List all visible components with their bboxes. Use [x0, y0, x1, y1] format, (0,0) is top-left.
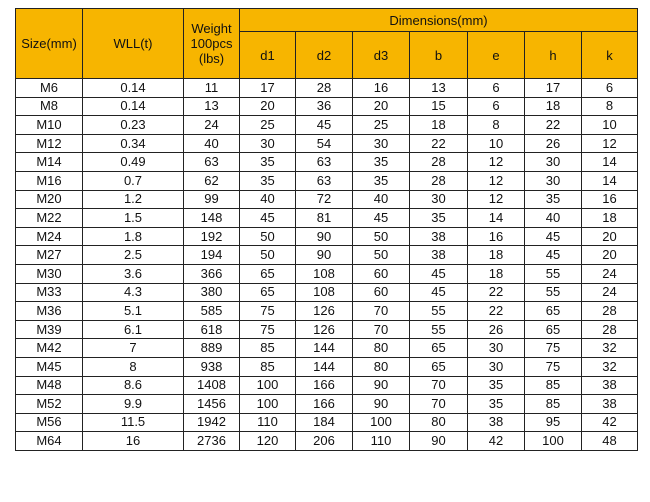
table-row: [16, 97, 638, 116]
cell-d1: 120: [240, 432, 296, 451]
header-k: k: [582, 32, 638, 79]
cell-e: 38: [468, 413, 525, 432]
cell-e: 10: [468, 134, 525, 153]
cell-d2: 63: [296, 171, 353, 190]
cell-b: 28: [410, 153, 468, 172]
cell-size: M6: [16, 79, 83, 98]
cell-size: M12: [16, 134, 83, 153]
cell-h: 65: [525, 302, 582, 321]
cell-wll: 6.1: [83, 320, 184, 339]
cell-k: 16: [582, 190, 638, 209]
table-row: [16, 432, 638, 451]
cell-b: 70: [410, 376, 468, 395]
header-weight-line3: (lbs): [198, 51, 225, 66]
cell-d2: 144: [296, 339, 353, 358]
cell-size: M24: [16, 227, 83, 246]
cell-k: 38: [582, 395, 638, 414]
cell-b: 45: [410, 283, 468, 302]
cell-wll: 11.5: [83, 413, 184, 432]
cell-d3: 60: [353, 283, 410, 302]
cell-k: 20: [582, 246, 638, 265]
cell-e: 26: [468, 320, 525, 339]
cell-weight: 366: [184, 264, 240, 283]
cell-d3: 50: [353, 227, 410, 246]
cell-e: 12: [468, 171, 525, 190]
cell-h: 40: [525, 209, 582, 228]
cell-d1: 50: [240, 246, 296, 265]
cell-d1: 35: [240, 171, 296, 190]
cell-weight: 1456: [184, 395, 240, 414]
cell-k: 14: [582, 153, 638, 172]
table-header: [16, 9, 638, 79]
cell-d3: 16: [353, 79, 410, 98]
cell-b: 28: [410, 171, 468, 190]
cell-size: M14: [16, 153, 83, 172]
cell-d3: 50: [353, 246, 410, 265]
header-h: h: [525, 32, 582, 79]
cell-h: 55: [525, 264, 582, 283]
cell-d2: 72: [296, 190, 353, 209]
cell-d3: 90: [353, 395, 410, 414]
cell-k: 32: [582, 357, 638, 376]
header-size: Size(mm): [16, 9, 83, 79]
cell-d1: 75: [240, 320, 296, 339]
cell-d1: 40: [240, 190, 296, 209]
cell-size: M52: [16, 395, 83, 414]
cell-b: 90: [410, 432, 468, 451]
cell-weight: 380: [184, 283, 240, 302]
spec-table-container: [15, 8, 638, 451]
cell-weight: 13: [184, 97, 240, 116]
cell-size: M20: [16, 190, 83, 209]
cell-d2: 126: [296, 302, 353, 321]
header-wll: WLL(t): [83, 9, 184, 79]
cell-wll: 0.49: [83, 153, 184, 172]
cell-d3: 70: [353, 302, 410, 321]
cell-weight: 62: [184, 171, 240, 190]
cell-d2: 45: [296, 116, 353, 135]
cell-wll: 9.9: [83, 395, 184, 414]
cell-e: 30: [468, 357, 525, 376]
cell-h: 26: [525, 134, 582, 153]
header-weight-line2: 100pcs: [190, 36, 233, 51]
cell-weight: 40: [184, 134, 240, 153]
cell-d1: 65: [240, 283, 296, 302]
cell-d1: 100: [240, 376, 296, 395]
cell-d1: 85: [240, 339, 296, 358]
cell-b: 38: [410, 246, 468, 265]
cell-d3: 35: [353, 171, 410, 190]
cell-d1: 17: [240, 79, 296, 98]
cell-size: M10: [16, 116, 83, 135]
cell-e: 16: [468, 227, 525, 246]
header-weight: [184, 9, 240, 79]
cell-d2: 108: [296, 264, 353, 283]
cell-k: 14: [582, 171, 638, 190]
cell-e: 12: [468, 153, 525, 172]
cell-d1: 25: [240, 116, 296, 135]
cell-weight: 63: [184, 153, 240, 172]
cell-d1: 35: [240, 153, 296, 172]
cell-k: 28: [582, 320, 638, 339]
cell-e: 6: [468, 79, 525, 98]
header-dimensions: Dimensions(mm): [240, 9, 638, 32]
cell-b: 18: [410, 116, 468, 135]
table-row: [16, 227, 638, 246]
table-row: [16, 190, 638, 209]
cell-h: 75: [525, 339, 582, 358]
cell-weight: 618: [184, 320, 240, 339]
cell-h: 35: [525, 190, 582, 209]
cell-b: 38: [410, 227, 468, 246]
cell-k: 20: [582, 227, 638, 246]
cell-size: M8: [16, 97, 83, 116]
dimensions-spec-table: [15, 8, 638, 451]
cell-d3: 70: [353, 320, 410, 339]
cell-wll: 7: [83, 339, 184, 358]
cell-b: 55: [410, 302, 468, 321]
cell-d2: 166: [296, 376, 353, 395]
cell-d1: 30: [240, 134, 296, 153]
cell-d1: 65: [240, 264, 296, 283]
cell-b: 35: [410, 209, 468, 228]
cell-k: 6: [582, 79, 638, 98]
table-row: [16, 302, 638, 321]
cell-weight: 194: [184, 246, 240, 265]
cell-d1: 20: [240, 97, 296, 116]
table-row: [16, 395, 638, 414]
cell-size: M56: [16, 413, 83, 432]
cell-d2: 54: [296, 134, 353, 153]
header-weight-line1: Weight: [191, 21, 232, 36]
cell-d1: 85: [240, 357, 296, 376]
cell-b: 80: [410, 413, 468, 432]
cell-size: M36: [16, 302, 83, 321]
cell-wll: 0.23: [83, 116, 184, 135]
cell-e: 22: [468, 302, 525, 321]
cell-weight: 1408: [184, 376, 240, 395]
header-d3: d3: [353, 32, 410, 79]
cell-d2: 166: [296, 395, 353, 414]
cell-wll: 0.34: [83, 134, 184, 153]
cell-d3: 90: [353, 376, 410, 395]
cell-e: 35: [468, 395, 525, 414]
cell-h: 100: [525, 432, 582, 451]
cell-k: 24: [582, 283, 638, 302]
cell-d2: 184: [296, 413, 353, 432]
table-row: [16, 209, 638, 228]
cell-size: M45: [16, 357, 83, 376]
cell-h: 55: [525, 283, 582, 302]
cell-d3: 60: [353, 264, 410, 283]
cell-d2: 28: [296, 79, 353, 98]
cell-k: 10: [582, 116, 638, 135]
cell-size: M22: [16, 209, 83, 228]
cell-k: 32: [582, 339, 638, 358]
cell-k: 18: [582, 209, 638, 228]
cell-e: 18: [468, 246, 525, 265]
cell-h: 95: [525, 413, 582, 432]
cell-d3: 80: [353, 339, 410, 358]
cell-h: 65: [525, 320, 582, 339]
cell-d1: 45: [240, 209, 296, 228]
cell-weight: 192: [184, 227, 240, 246]
cell-weight: 99: [184, 190, 240, 209]
table-row: [16, 339, 638, 358]
table-row: [16, 116, 638, 135]
cell-size: M48: [16, 376, 83, 395]
cell-h: 30: [525, 171, 582, 190]
cell-h: 45: [525, 227, 582, 246]
header-d2: d2: [296, 32, 353, 79]
table-row: [16, 283, 638, 302]
table-row: [16, 264, 638, 283]
cell-d1: 110: [240, 413, 296, 432]
cell-e: 42: [468, 432, 525, 451]
cell-d2: 90: [296, 227, 353, 246]
cell-d3: 110: [353, 432, 410, 451]
cell-size: M16: [16, 171, 83, 190]
cell-wll: 8: [83, 357, 184, 376]
table-row: [16, 376, 638, 395]
cell-d2: 206: [296, 432, 353, 451]
cell-e: 18: [468, 264, 525, 283]
cell-weight: 11: [184, 79, 240, 98]
cell-wll: 0.7: [83, 171, 184, 190]
cell-d2: 63: [296, 153, 353, 172]
cell-b: 55: [410, 320, 468, 339]
cell-weight: 1942: [184, 413, 240, 432]
cell-k: 48: [582, 432, 638, 451]
cell-d3: 30: [353, 134, 410, 153]
cell-e: 8: [468, 116, 525, 135]
cell-k: 38: [582, 376, 638, 395]
table-row: [16, 134, 638, 153]
cell-d2: 90: [296, 246, 353, 265]
header-b: b: [410, 32, 468, 79]
cell-k: 8: [582, 97, 638, 116]
cell-e: 30: [468, 339, 525, 358]
cell-wll: 0.14: [83, 79, 184, 98]
cell-d2: 108: [296, 283, 353, 302]
cell-b: 45: [410, 264, 468, 283]
cell-b: 65: [410, 357, 468, 376]
cell-d2: 126: [296, 320, 353, 339]
table-row: [16, 320, 638, 339]
cell-h: 17: [525, 79, 582, 98]
cell-wll: 8.6: [83, 376, 184, 395]
cell-b: 30: [410, 190, 468, 209]
cell-b: 13: [410, 79, 468, 98]
cell-weight: 24: [184, 116, 240, 135]
cell-wll: 1.5: [83, 209, 184, 228]
cell-wll: 4.3: [83, 283, 184, 302]
cell-wll: 1.2: [83, 190, 184, 209]
cell-d2: 144: [296, 357, 353, 376]
cell-b: 65: [410, 339, 468, 358]
cell-b: 70: [410, 395, 468, 414]
cell-size: M64: [16, 432, 83, 451]
cell-e: 12: [468, 190, 525, 209]
cell-e: 6: [468, 97, 525, 116]
cell-d2: 81: [296, 209, 353, 228]
table-body: [16, 79, 638, 451]
cell-e: 35: [468, 376, 525, 395]
cell-e: 22: [468, 283, 525, 302]
table-row: [16, 171, 638, 190]
table-row: [16, 246, 638, 265]
cell-wll: 2.5: [83, 246, 184, 265]
cell-e: 14: [468, 209, 525, 228]
cell-d2: 36: [296, 97, 353, 116]
cell-d1: 100: [240, 395, 296, 414]
cell-h: 85: [525, 395, 582, 414]
table-row: [16, 153, 638, 172]
cell-h: 45: [525, 246, 582, 265]
cell-weight: 2736: [184, 432, 240, 451]
cell-d3: 35: [353, 153, 410, 172]
cell-wll: 0.14: [83, 97, 184, 116]
cell-wll: 3.6: [83, 264, 184, 283]
cell-weight: 938: [184, 357, 240, 376]
cell-d3: 20: [353, 97, 410, 116]
cell-d3: 45: [353, 209, 410, 228]
table-row: [16, 357, 638, 376]
table-row: [16, 413, 638, 432]
cell-size: M42: [16, 339, 83, 358]
cell-size: M33: [16, 283, 83, 302]
cell-weight: 889: [184, 339, 240, 358]
cell-b: 22: [410, 134, 468, 153]
cell-d3: 80: [353, 357, 410, 376]
cell-d3: 25: [353, 116, 410, 135]
cell-h: 22: [525, 116, 582, 135]
cell-k: 24: [582, 264, 638, 283]
cell-size: M30: [16, 264, 83, 283]
cell-h: 18: [525, 97, 582, 116]
cell-wll: 16: [83, 432, 184, 451]
cell-k: 42: [582, 413, 638, 432]
cell-d1: 50: [240, 227, 296, 246]
cell-wll: 1.8: [83, 227, 184, 246]
header-d1: d1: [240, 32, 296, 79]
cell-k: 28: [582, 302, 638, 321]
cell-d3: 40: [353, 190, 410, 209]
cell-wll: 5.1: [83, 302, 184, 321]
cell-k: 12: [582, 134, 638, 153]
cell-b: 15: [410, 97, 468, 116]
cell-size: M27: [16, 246, 83, 265]
cell-weight: 585: [184, 302, 240, 321]
table-row: [16, 79, 638, 98]
cell-h: 75: [525, 357, 582, 376]
cell-h: 85: [525, 376, 582, 395]
cell-h: 30: [525, 153, 582, 172]
cell-d3: 100: [353, 413, 410, 432]
cell-d1: 75: [240, 302, 296, 321]
header-e: e: [468, 32, 525, 79]
cell-weight: 148: [184, 209, 240, 228]
cell-size: M39: [16, 320, 83, 339]
